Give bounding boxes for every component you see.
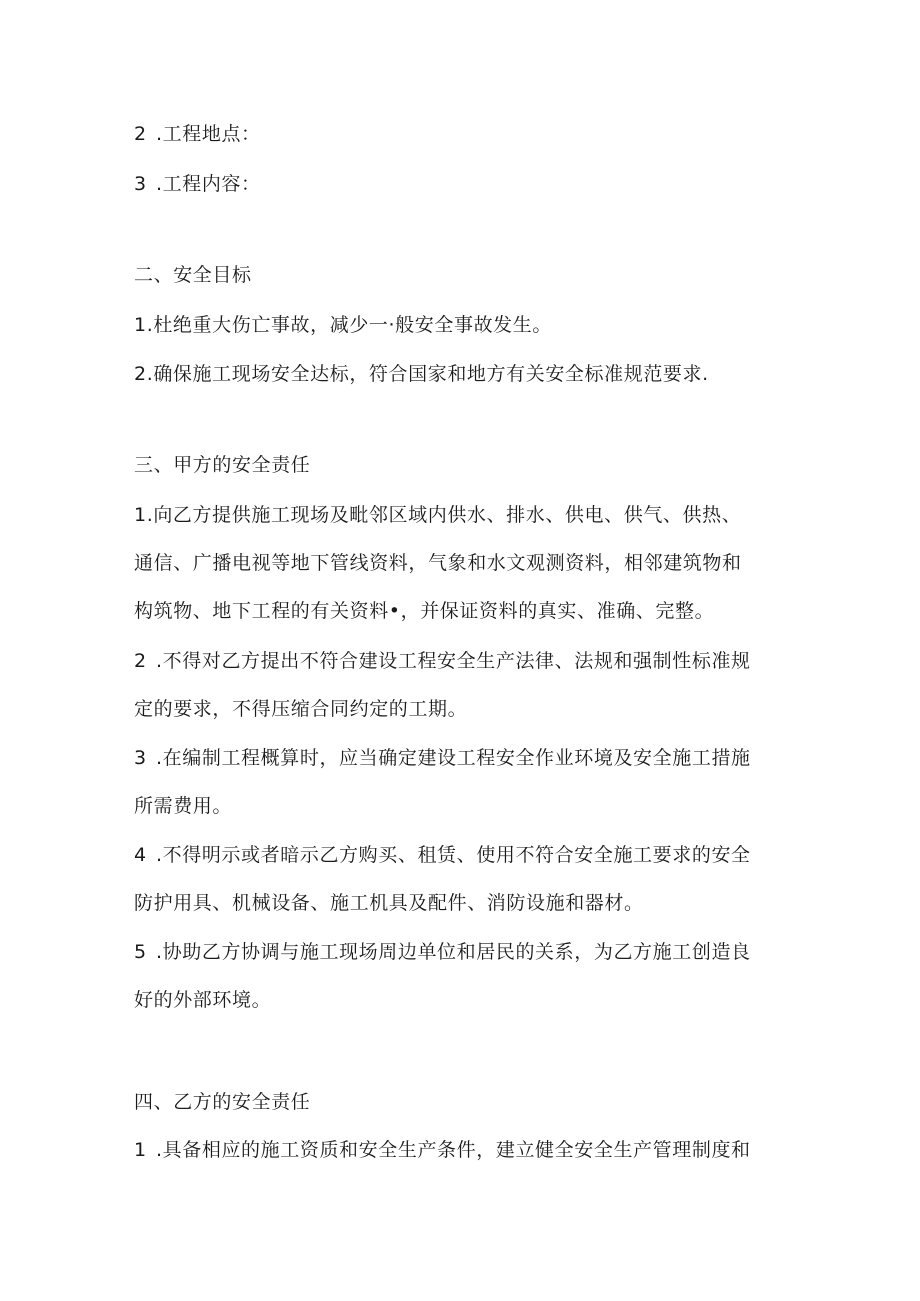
item-project-content	[134, 172, 784, 196]
item-text: .不得明示或者暗示乙方购买、租赁、使用不符合安全施工要求的安全	[156, 844, 751, 866]
party-a-item-1-line-3: 构筑物、地下工程的有关资料•，并保证资料的真实、准确、完整。	[134, 600, 715, 622]
item-text: .协助乙方协调与施工现场周边单位和居民的关系，为乙方施工创造良	[156, 941, 751, 963]
party-a-item-4-line-1	[134, 843, 784, 867]
party-a-item-2-line-2: 定的要求，不得压缩合同约定的工期。	[134, 698, 468, 720]
party-a-item-5-line-2: 好的外部环境。	[134, 989, 272, 1011]
party-b-item-1-line-1	[134, 1138, 784, 1162]
goal-item-1: 1.杜绝重大伤亡事故，减少一·般安全事故发生。	[134, 314, 552, 336]
party-a-item-1-line-2: 通信、广播电视等地下管线资料，气象和水文观测资料，相邻建筑物和	[134, 552, 742, 574]
item-number: 1	[134, 1139, 147, 1161]
item-project-location	[134, 122, 784, 146]
party-a-item-4-line-2: 防护用具、机械设备、施工机具及配件、消防设施和器材。	[134, 892, 644, 914]
item-number: 3	[134, 173, 147, 195]
party-a-item-5-line-1	[134, 940, 784, 964]
item-number: 2	[134, 650, 147, 672]
section-heading-safety-goals: 二、安全目标	[134, 264, 252, 286]
item-text: .工程内容：	[156, 173, 261, 195]
goal-item-2: 2.确保施工现场安全达标，符合国家和地方有关安全标准规范要求.	[134, 363, 709, 385]
item-text: .具备相应的施工资质和安全生产条件，建立健全安全生产管理制度和	[156, 1139, 751, 1161]
item-number: 5	[134, 941, 147, 963]
item-text: .不得对乙方提出不符合建设工程安全生产法律、法规和强制性标准规	[156, 650, 751, 672]
item-text: .在编制工程概算时，应当确定建设工程安全作业环境及安全施工措施	[156, 747, 751, 769]
party-a-item-2-line-1	[134, 649, 784, 673]
section-heading-party-b: 四、乙方的安全责任	[134, 1091, 311, 1113]
item-number: 4	[134, 844, 147, 866]
item-number: 3	[134, 747, 147, 769]
party-a-item-3-line-2: 所需费用。	[134, 795, 233, 817]
item-number: 2	[134, 123, 147, 145]
item-text: .工程地点：	[156, 123, 261, 145]
section-heading-party-a: 三、甲方的安全责任	[134, 454, 311, 476]
party-a-item-3-line-1	[134, 746, 784, 770]
party-a-item-1-line-1: 1.向乙方提供施工现场及毗邻区域内供水、排水、供电、供气、供热、	[134, 504, 742, 526]
